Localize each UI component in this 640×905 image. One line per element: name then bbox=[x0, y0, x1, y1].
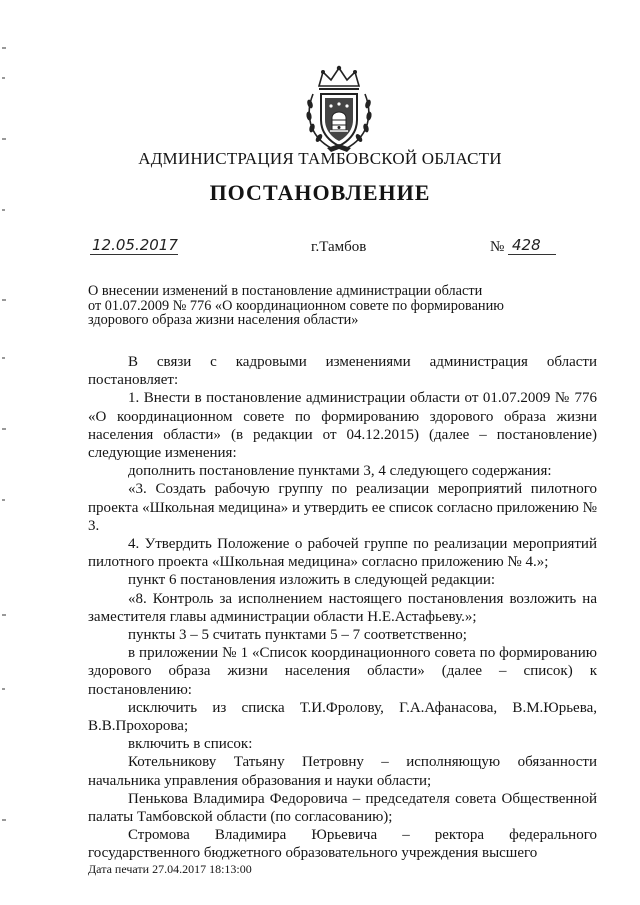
date-underline bbox=[90, 254, 178, 255]
subject-line: от 01.07.2009 № 776 «О координационном совете по формированию bbox=[88, 297, 504, 314]
city-label: г.Тамбов bbox=[311, 239, 367, 255]
handwritten-date: 12.05.2017 bbox=[92, 236, 178, 254]
body-paragraph: Котельникову Татьяну Петровну – исполняющую обязанности начальника управления образования и науки области; bbox=[88, 754, 597, 789]
document-subject bbox=[88, 284, 597, 328]
tambov-coat-of-arms-icon bbox=[301, 64, 377, 154]
subject-line: О внесении изменений в постановление администрации области bbox=[88, 283, 483, 299]
document-type-title: ПОСТАНОВЛЕНИЕ bbox=[209, 180, 431, 205]
body-paragraph: исключить из списка Т.И.Фролову, Г.А.Афанасова, В.М.Юрьева, В.В.Прохорова; bbox=[88, 699, 597, 735]
body-paragraph: «8. Контроль за исполнением настоящего постановления возложить на заместителя главы администрации области Н.Е.Астафьеву.»; bbox=[88, 590, 597, 625]
body-paragraph: пункт 6 постановления изложить в следующей редакции: bbox=[128, 572, 496, 589]
body-paragraph: 1. Внести в постановление администрации области от 01.07.2009 № 776 «О координационном совете по формированию здорового образа жизни населения области» (в редакции от 04.12.2015) (далее – постановление) следующие изменения: bbox=[88, 390, 597, 462]
document-body bbox=[88, 353, 597, 863]
document-number-label: № bbox=[490, 239, 505, 255]
body-paragraph: Пенькова Владимира Федоровича – председателя совета Общественной палаты Тамбовской области (по согласованию); bbox=[88, 790, 597, 826]
scan-edge-marks bbox=[0, 0, 10, 905]
body-paragraph: 4. Утвердить Положение о рабочей группе по реализации мероприятий пилотного проекта «Школьная медицина» согласно приложению № 4.»; bbox=[88, 536, 597, 571]
organization-title: АДМИНИСТРАЦИЯ ТАМБОВСКОЙ ОБЛАСТИ bbox=[138, 149, 502, 168]
body-paragraph: Стромова Владимира Юрьевича – ректора федерального государственного бюджетного образовательного учреждения высшего bbox=[88, 827, 597, 862]
subject-line: здорового образа жизни населения области» bbox=[88, 312, 359, 328]
body-paragraph: включить в список: bbox=[128, 736, 253, 753]
body-paragraph: «3. Создать рабочую группу по реализации мероприятий пилотного проекта «Школьная медицина» и утвердить ее список согласно приложению № 3. bbox=[88, 481, 597, 534]
print-date-footer: Дата печати 27.04.2017 18:13:00 bbox=[88, 862, 252, 876]
body-paragraph: пункты 3 – 5 считать пунктами 5 – 7 соответственно; bbox=[128, 627, 467, 644]
body-paragraph: В связи с кадровыми изменениями администрация области постановляет: bbox=[88, 354, 597, 389]
body-paragraph: дополнить постановление пунктами 3, 4 следующего содержания: bbox=[128, 463, 552, 480]
number-underline bbox=[508, 254, 556, 255]
handwritten-document-number: 428 bbox=[512, 236, 541, 254]
body-paragraph: в приложении № 1 «Список координационного совета по формированию здорового образа жизни населения области» (далее – список) к постановлению: bbox=[88, 645, 597, 698]
